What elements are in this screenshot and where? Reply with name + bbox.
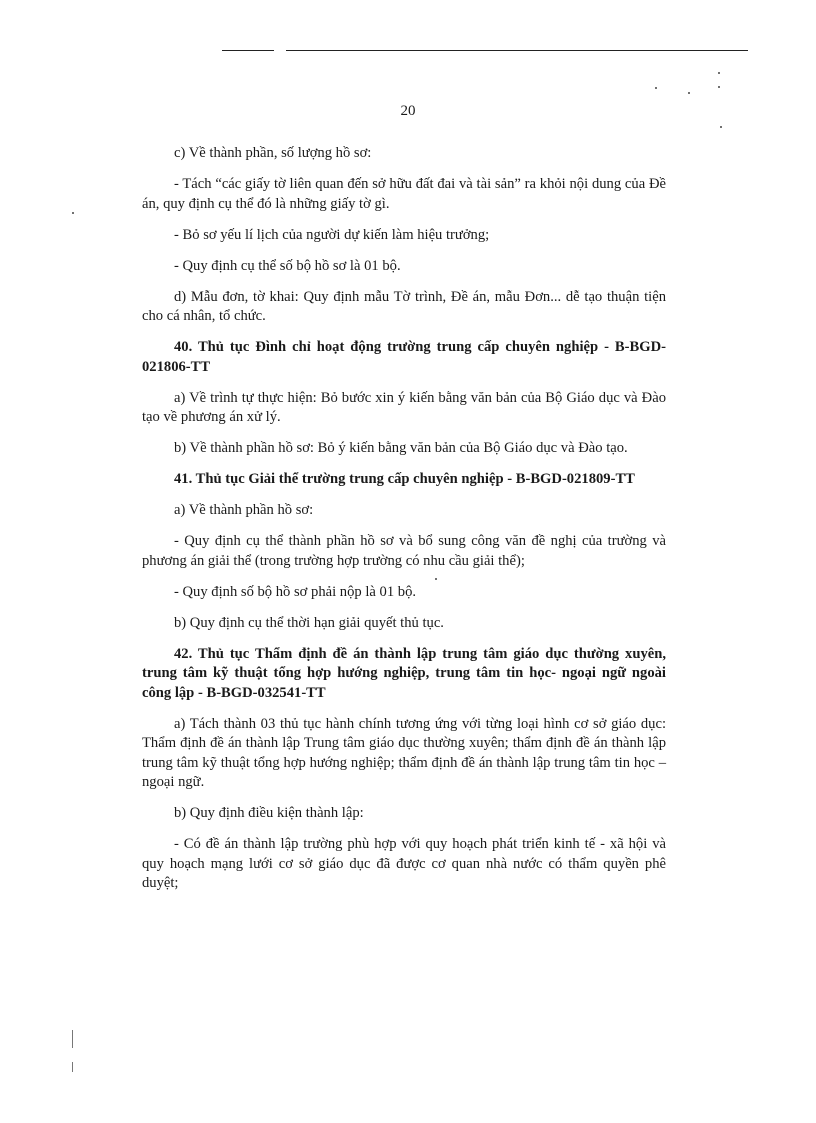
- paragraph: - Tách “các giấy tờ liên quan đến sở hữu đất đai và tài sản” ra khỏi nội dung của Đề án, quy định cụ thể đó là những giấy tờ gì.: [142, 176, 666, 212]
- body-text: [142, 144, 666, 905]
- paragraph: - Quy định số bộ hồ sơ phải nộp là 01 bộ.: [174, 583, 417, 600]
- scan-speck: [655, 87, 657, 89]
- header-rule-right: [286, 50, 748, 51]
- header-rule-left: [222, 50, 274, 51]
- paragraph: - Có đề án thành lập trường phù hợp với quy hoạch phát triển kinh tế - xã hội và quy hoạch mạng lưới cơ sở giáo dục đã được cơ quan nhà nước có thẩm quyền phê duyệt;: [142, 836, 666, 891]
- scan-speck: [720, 126, 722, 128]
- page-number: 20: [400, 103, 416, 119]
- scan-speck: [718, 72, 720, 74]
- scan-speck: [72, 212, 74, 214]
- scan-margin-mark: [72, 1030, 73, 1048]
- paragraph: - Quy định cụ thể số bộ hồ sơ là 01 bộ.: [174, 257, 401, 274]
- paragraph: b) Về thành phần hồ sơ: Bỏ ý kiến bằng văn bản của Bộ Giáo dục và Đào tạo.: [174, 440, 628, 456]
- paragraph: - Quy định cụ thể thành phần hồ sơ và bổ sung công văn đề nghị của trường và phương án giải thể (trong trường hợp trường có nhu cầu giải thể);: [142, 533, 666, 569]
- paragraph: b) Quy định điều kiện thành lập:: [174, 805, 364, 821]
- section-heading: 42. Thủ tục Thẩm định đề án thành lập trung tâm giáo dục thường xuyên, trung tâm kỹ thuật tổng hợp hướng nghiệp, trung tâm tin học- ngoại ngữ ngoài công lập - B-BGD-032541-TT: [142, 645, 666, 701]
- paragraph: b) Quy định cụ thể thời hạn giải quyết thủ tục.: [174, 614, 444, 631]
- scan-speck: [718, 86, 720, 88]
- paragraph: c) Về thành phần, số lượng hồ sơ:: [174, 145, 372, 161]
- paragraph: a) Tách thành 03 thủ tục hành chính tương ứng với từng loại hình cơ sở giáo dục: Thẩm định đề án thành lập Trung tâm giáo dục thường xuyên; thẩm định đề án thành lập trung tâm kỹ thuật tổng hợp hướng nghiệp; thẩm định đề án thành lập trung tâm tin học – ngoại ngữ.: [142, 715, 666, 790]
- paragraph: d) Mẫu đơn, tờ khai: Quy định mẫu Tờ trình, Đề án, mẫu Đơn... dễ tạo thuận tiện cho cá nhân, tổ chức.: [142, 288, 666, 324]
- scan-speck: [688, 92, 690, 94]
- paragraph: a) Về thành phần hồ sơ:: [174, 502, 314, 518]
- section-heading: 40. Thủ tục Đình chỉ hoạt động trường trung cấp chuyên nghiệp - B-BGD-021806-TT: [142, 339, 666, 375]
- section-heading: 41. Thủ tục Giải thể trường trung cấp chuyên nghiệp - B-BGD-021809-TT: [174, 471, 635, 487]
- paragraph: a) Về trình tự thực hiện: Bỏ bước xin ý kiến bằng văn bản của Bộ Giáo dục và Đào tạo về phương án xử lý.: [142, 389, 666, 425]
- scan-margin-mark: [72, 1062, 73, 1072]
- paragraph: - Bỏ sơ yếu lí lịch của người dự kiến làm hiệu trưởng;: [174, 226, 490, 243]
